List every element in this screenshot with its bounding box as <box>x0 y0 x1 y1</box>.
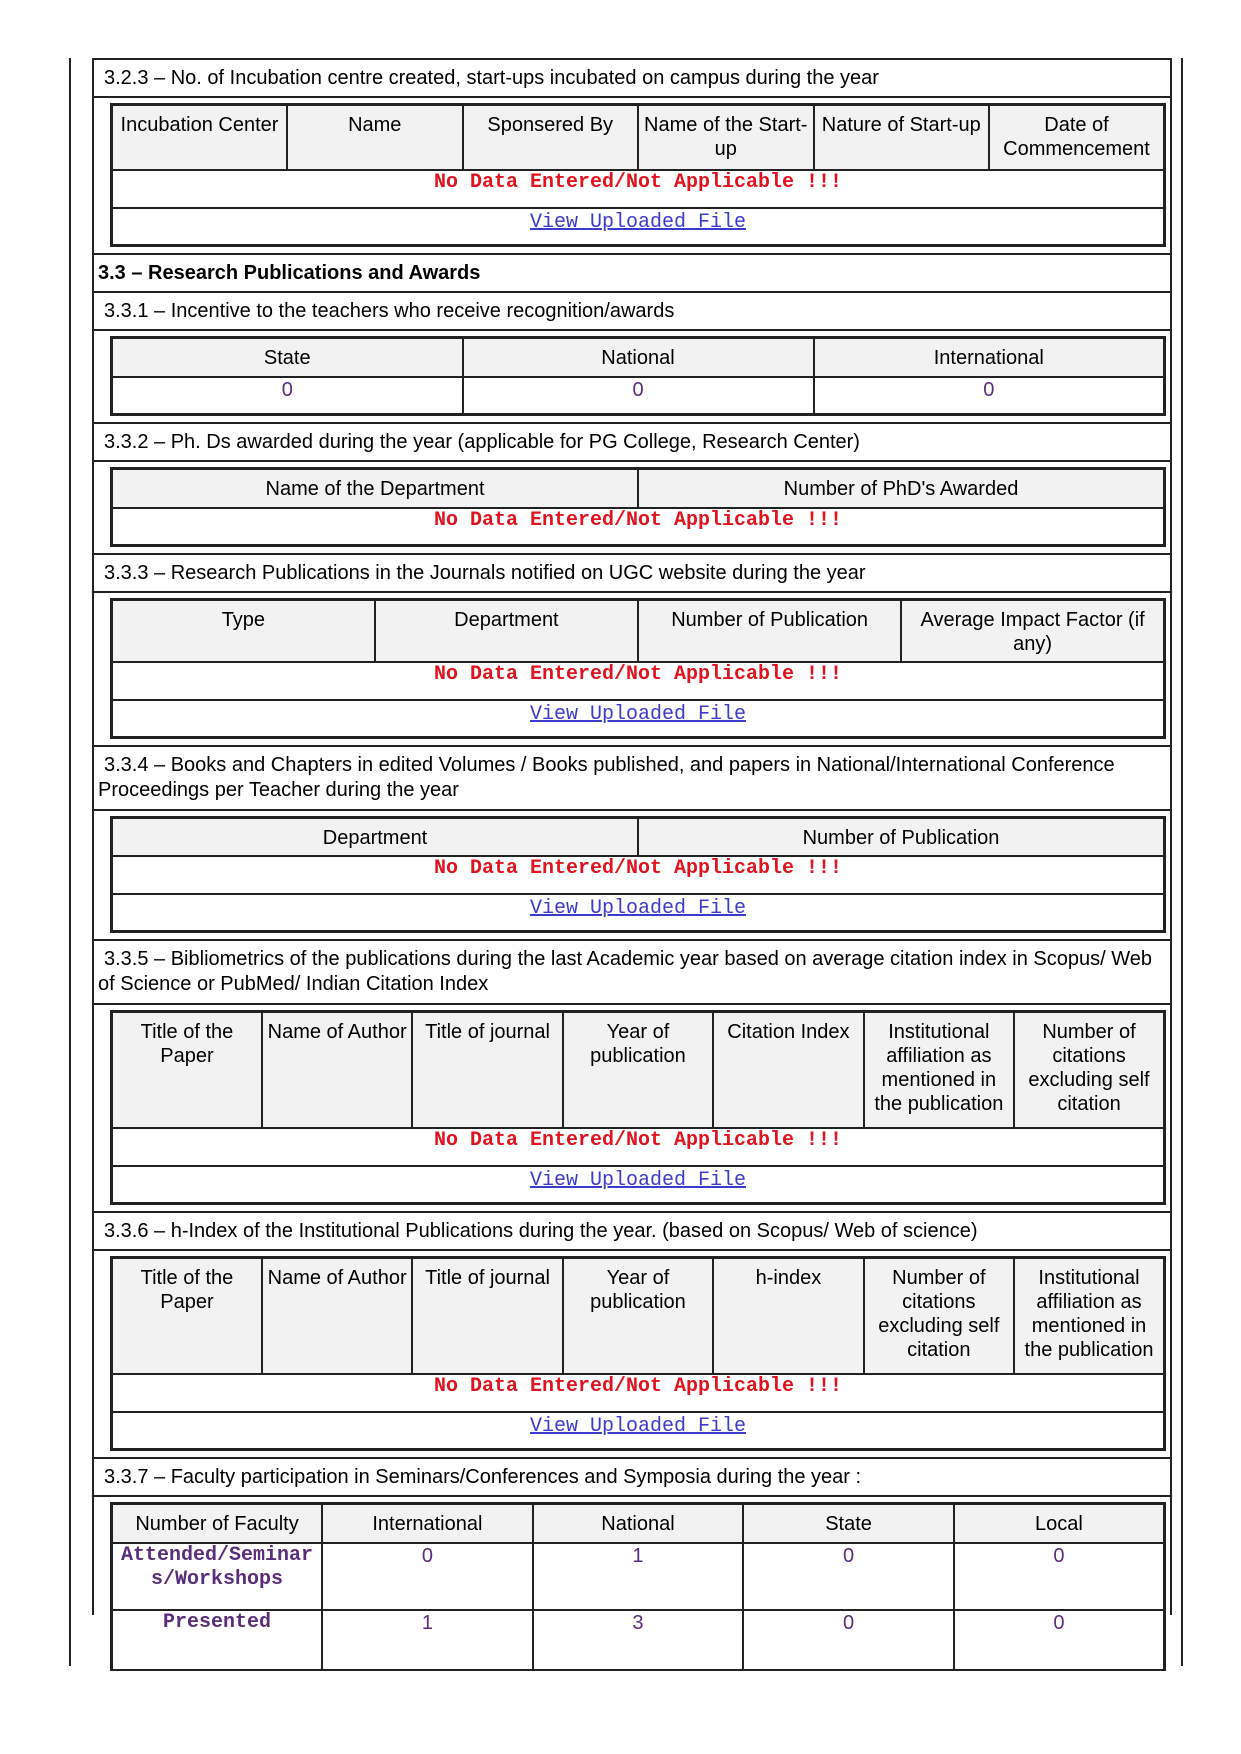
value-national: 0 <box>463 377 814 415</box>
col-incubation-center: Incubation Center <box>112 105 288 170</box>
row-label-attended: Attended/Seminars/Workshops <box>112 1543 323 1610</box>
no-data-message: No Data Entered/Not Applicable !!! <box>112 1374 1165 1412</box>
view-file-cell <box>112 1166 1165 1204</box>
h-index-table <box>110 1256 1166 1451</box>
col-local: Local <box>954 1504 1165 1543</box>
view-uploaded-file-link[interactable]: View Uploaded File <box>529 702 747 726</box>
col-phds-awarded: Number of PhD's Awarded <box>638 469 1165 508</box>
view-uploaded-file-link[interactable]: View Uploaded File <box>529 1168 747 1192</box>
section-3-2-3-title: 3.2.3 – No. of Incubation centre created, start-ups incubated on campus during the year <box>92 58 1172 96</box>
table-row <box>112 1610 1165 1670</box>
table-row <box>112 1543 1165 1610</box>
col-author-name: Name of Author <box>262 1012 412 1128</box>
section-3-3-7-body <box>92 1495 1172 1634</box>
section-3-3-3-body <box>92 591 1172 745</box>
col-paper-title: Title of the Paper <box>112 1012 262 1128</box>
view-file-cell <box>112 894 1165 932</box>
col-paper-title: Title of the Paper <box>112 1258 262 1374</box>
col-publication-count: Number of Publication <box>638 600 901 662</box>
col-publication-year: Year of publication <box>563 1258 713 1374</box>
view-file-cell <box>112 700 1165 738</box>
value-national: 3 <box>533 1610 744 1670</box>
section-3-3-2-title: 3.3.2 – Ph. Ds awarded during the year (applicable for PG College, Research Center) <box>92 422 1172 460</box>
ugc-publications-table <box>110 598 1166 739</box>
value-state: 0 <box>743 1543 954 1610</box>
value-local: 0 <box>954 1610 1165 1670</box>
section-3-2-3-body <box>92 96 1172 253</box>
phd-table <box>110 467 1166 547</box>
col-citations-excl-self: Number of citations excluding self citation <box>864 1258 1014 1374</box>
col-international: International <box>322 1504 533 1543</box>
col-national: National <box>463 338 814 377</box>
col-department: Department <box>112 818 639 856</box>
no-data-message: No Data Entered/Not Applicable !!! <box>112 856 1165 894</box>
faculty-participation-table <box>110 1502 1166 1671</box>
no-data-message: No Data Entered/Not Applicable !!! <box>112 1128 1165 1166</box>
col-publication-year: Year of publication <box>563 1012 713 1128</box>
col-affiliation: Institutional affiliation as mentioned in the publication <box>1014 1258 1164 1374</box>
view-uploaded-file-link[interactable]: View Uploaded File <box>529 1414 747 1438</box>
value-local: 0 <box>954 1543 1165 1610</box>
col-h-index: h-index <box>713 1258 863 1374</box>
section-3-3-5-title: 3.3.5 – Bibliometrics of the publications during the last Academic year based on average citation index in Scopus/ Web of Science or PubMed/ Indian Citation Index <box>92 939 1172 1003</box>
col-citations-excl-self: Number of citations excluding self citation <box>1014 1012 1164 1128</box>
col-affiliation: Institutional affiliation as mentioned in the publication <box>864 1012 1014 1128</box>
value-state: 0 <box>743 1610 954 1670</box>
section-3-3-3-title: 3.3.3 – Research Publications in the Journals notified on UGC website during the year <box>92 553 1172 591</box>
value-international: 1 <box>322 1610 533 1670</box>
value-international: 0 <box>322 1543 533 1610</box>
section-3-3-4-title: 3.3.4 – Books and Chapters in edited Volumes / Books published, and papers in National/International Conference Proceedings per Teacher during the year <box>92 745 1172 809</box>
view-uploaded-file-link[interactable]: View Uploaded File <box>529 210 747 234</box>
no-data-message: No Data Entered/Not Applicable !!! <box>112 662 1165 700</box>
no-data-message: No Data Entered/Not Applicable !!! <box>112 508 1165 546</box>
col-type: Type <box>112 600 375 662</box>
value-state: 0 <box>112 377 463 415</box>
col-startup-name: Name of the Start-up <box>638 105 814 170</box>
section-3-3-5-body <box>92 1003 1172 1211</box>
col-citation-index: Citation Index <box>713 1012 863 1128</box>
col-number-of-faculty: Number of Faculty <box>112 1504 323 1543</box>
col-impact-factor: Average Impact Factor (if any) <box>901 600 1164 662</box>
incentive-table <box>110 336 1166 416</box>
no-data-message: No Data Entered/Not Applicable !!! <box>112 170 1165 208</box>
section-3-3-7-title: 3.3.7 – Faculty participation in Seminars/Conferences and Symposia during the year : <box>92 1457 1172 1495</box>
col-international: International <box>814 338 1165 377</box>
col-state: State <box>743 1504 954 1543</box>
col-publication-count: Number of Publication <box>638 818 1165 856</box>
col-department: Department <box>375 600 638 662</box>
col-startup-nature: Nature of Start-up <box>814 105 990 170</box>
row-label-presented: Presented <box>112 1610 323 1670</box>
col-journal-title: Title of journal <box>412 1012 562 1128</box>
view-file-cell <box>112 208 1165 246</box>
col-commencement-date: Date of Commencement <box>989 105 1165 170</box>
section-3-3-6-title: 3.3.6 – h-Index of the Institutional Publications during the year. (based on Scopus/ Web of science) <box>92 1211 1172 1249</box>
section-3-3-2-body <box>92 460 1172 553</box>
col-department-name: Name of the Department <box>112 469 639 508</box>
value-national: 1 <box>533 1543 744 1610</box>
section-3-3-heading: 3.3 – Research Publications and Awards <box>92 253 1172 291</box>
section-3-3-1-title: 3.3.1 – Incentive to the teachers who receive recognition/awards <box>92 291 1172 329</box>
col-name: Name <box>287 105 463 170</box>
report-page <box>92 58 1172 1634</box>
view-uploaded-file-link[interactable]: View Uploaded File <box>529 896 747 920</box>
col-journal-title: Title of journal <box>412 1258 562 1374</box>
page-right-border <box>1181 58 1183 1666</box>
view-file-cell <box>112 1412 1165 1450</box>
section-3-3-6-body <box>92 1249 1172 1457</box>
col-sponsored-by: Sponsered By <box>463 105 639 170</box>
bibliometrics-table <box>110 1010 1166 1205</box>
incubation-table <box>110 103 1166 247</box>
section-3-3-4-body <box>92 809 1172 939</box>
books-table <box>110 816 1166 933</box>
col-author-name: Name of Author <box>262 1258 412 1374</box>
page-left-border <box>69 58 71 1666</box>
col-national: National <box>533 1504 744 1543</box>
section-3-3-1-body <box>92 329 1172 422</box>
col-state: State <box>112 338 463 377</box>
value-international: 0 <box>814 377 1165 415</box>
